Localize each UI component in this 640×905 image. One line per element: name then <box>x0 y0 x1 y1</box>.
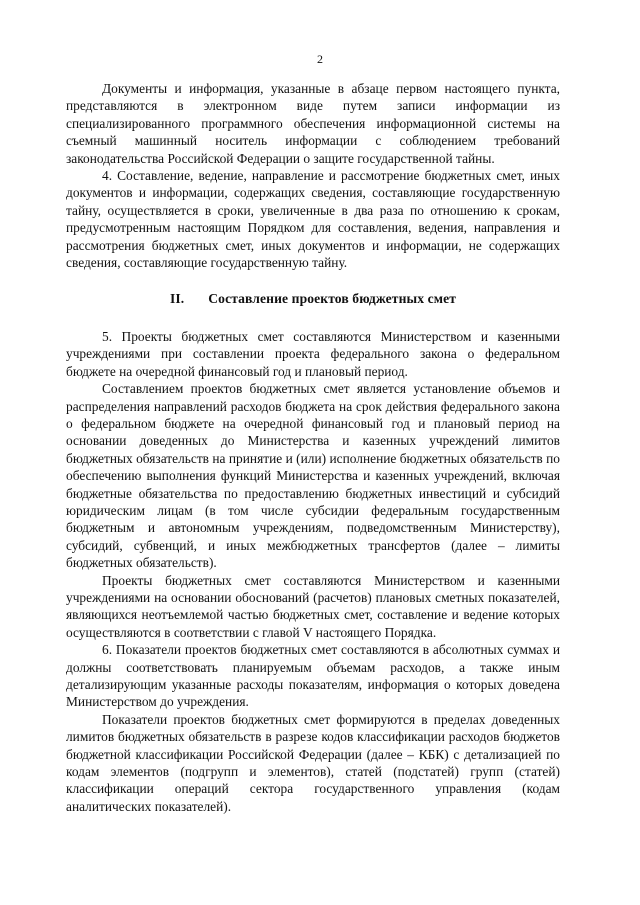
section-number: II. <box>169 291 185 307</box>
section-heading <box>66 290 560 307</box>
paragraph-item-6: 6. Показатели проектов бюджетных смет составляются в абсолютных суммах и должны соответствовать планируемым объемам расходов, а также иным детализирующим указанные расходы показателям, информация о которых доведена Министерством до учреждения. <box>66 642 560 710</box>
section-title: Составление проектов бюджетных смет <box>208 291 457 307</box>
page-number: 2 <box>317 52 323 66</box>
paragraph-definition: Составлением проектов бюджетных смет является установление объемов и распределения направлений расходов бюджета на срок действия федерального закона о федеральном бюджете на очередной финансовый год и плановый период на основании доведенных до Министерства и казенных учреждений лимитов бюджетных обязательств на принятие и (или) исполнение бюджетных обязательств по обеспечению выполнения функций Министерства и казенных учреждений, включая бюджетные обязательства по предоставлению бюджетных инвестиций и субсидий юридическим лицам (в том числе субсидии федеральным государственным бюджетным и автономным учреждениям, подведомственным Министерству), субсидий, субвенций, и иных межбюджетных трансфертов (далее – лимиты бюджетных обязательств). <box>66 381 560 571</box>
paragraph-basis: Проекты бюджетных смет составляются Министерством и казенными учреждениями на основании обоснований (расчетов) плановых сметных показателей, являющихся неотъемлемой частью бюджетных смет, составление и ведение которых осуществляются в соответствии с главой V настоящего Порядка. <box>66 572 560 640</box>
paragraph-documents-info: Документы и информация, указанные в абзаце первом настоящего пункта, представляются в электронном виде путем записи информации из специализированного программного обеспечения информационной системы на съемный машинный носитель информации с соблюдением требований законодательства Российской Федерации о защите государственной тайны. <box>66 81 560 166</box>
paragraph-item-4: 4. Составление, ведение, направление и рассмотрение бюджетных смет, иных документов и информации, содержащих сведения, составляющие государственную тайну, осуществляется в сроки, увеличенные в два раза по отношению к срокам, предусмотренным настоящим Порядком для составления, ведения, направления и рассмотрения бюджетных смет, иных документов и информации, не содержащих сведения, составляющие государственную тайну. <box>66 168 560 271</box>
paragraph-kbk: Показатели проектов бюджетных смет формируются в пределах доведенных лимитов бюджетных обязательств в разрезе кодов классификации расходов бюджетов бюджетной классификации Российской Федерации (далее – КБК) с детализацией по кодам элементов (подгрупп и элементов), статей (подстатей) групп (статей) классификации операций сектора государственного управления (кодам аналитических показателей). <box>66 711 560 814</box>
paragraph-item-5: 5. Проекты бюджетных смет составляются Министерством и казенными учреждениями при составлении проекта федерального закона о федеральном бюджете на очередной финансовый год и плановый период. <box>66 328 560 379</box>
document-body <box>66 80 560 815</box>
